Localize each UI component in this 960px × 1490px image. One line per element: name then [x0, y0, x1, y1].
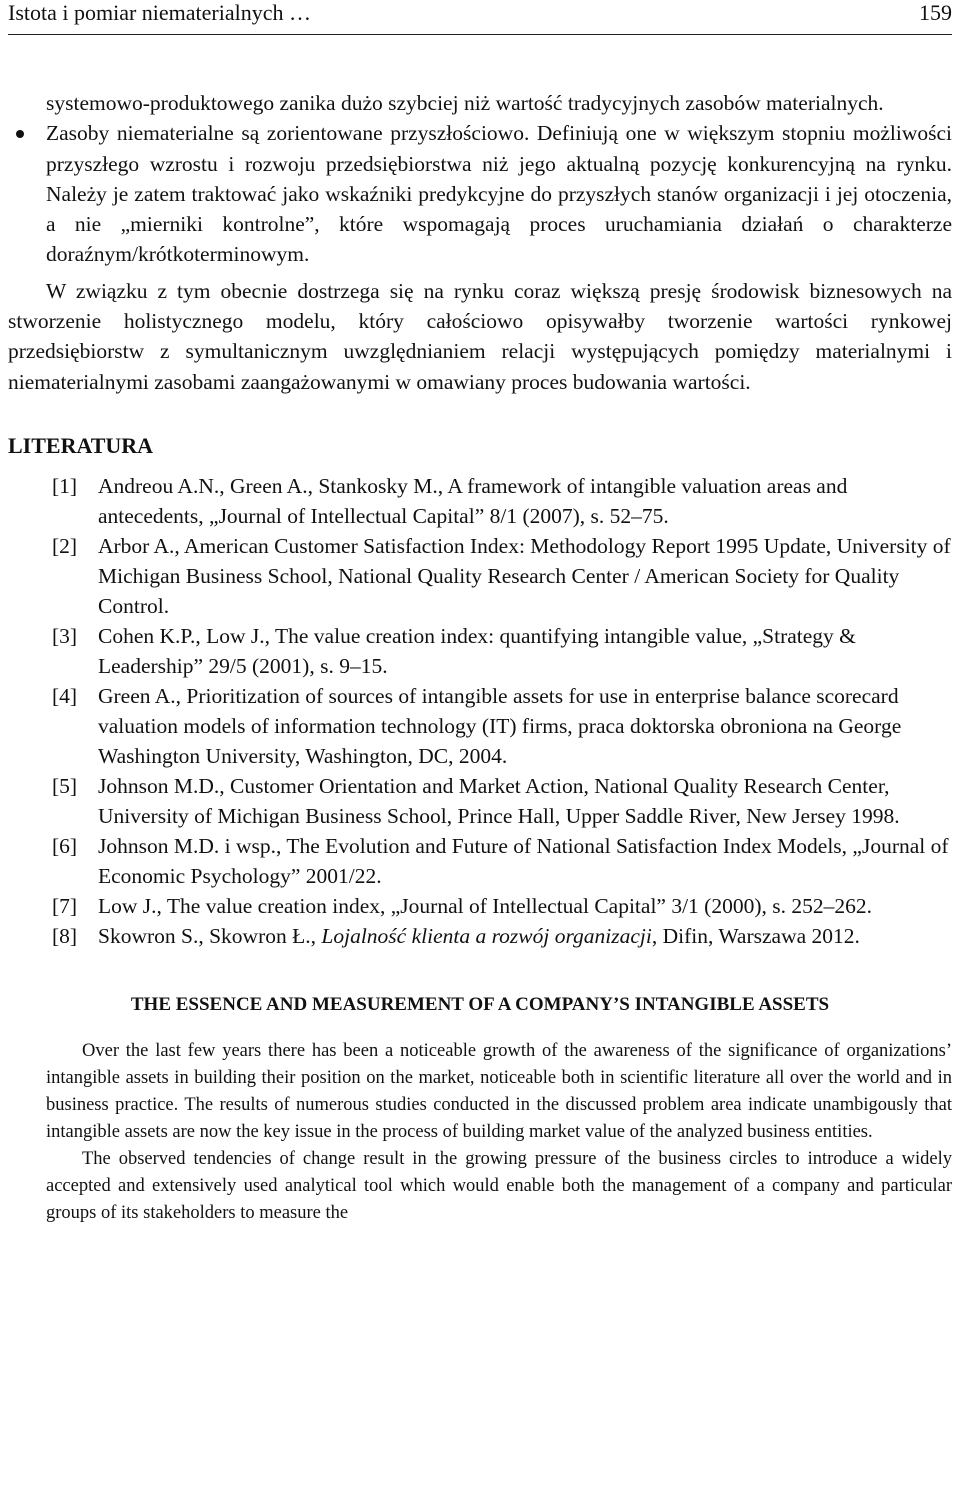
abstract-title: THE ESSENCE AND MEASUREMENT OF A COMPANY’S INTANGIBLE ASSETS — [130, 993, 830, 1015]
reference-number: [2] — [52, 533, 78, 558]
bullet-text: Zasoby niematerialne są zorientowane przyszłościowo. Definiują one w większym stopniu możliwości przyszłego wzrostu i rozwoju przedsiębiorstwa niż jego aktualną pozycję konkurencyjną na rynku. Należy je zatem traktować jako wskaźniki predykcyjne do przyszłych stanów organizacji i jej otoczenia, a nie „mierniki kontrolne”, które wspomagają proces uruchamiania działań o charakterze doraźnym/krótkoterminowym. — [46, 121, 952, 267]
continuation-text: systemowo-produktowego zanika dużo szybciej niż wartość tradycyjnych zasobów materialnych. — [46, 91, 884, 115]
reference-item — [8, 681, 952, 771]
reference-text — [98, 921, 952, 951]
page-number: 159 — [919, 0, 952, 25]
reference-number: [4] — [52, 683, 78, 708]
reference-number: [8] — [52, 923, 78, 948]
bullet-item — [46, 118, 952, 269]
reference-text: Arbor A., American Customer Satisfaction Index: Methodology Report 1995 Update, University of Michigan Business School, National Quality Research Center / American Society for Quality Control. — [98, 533, 951, 618]
running-title: Istota i pomiar niematerialnych … — [8, 0, 312, 25]
reference-item — [8, 921, 952, 951]
reference-item — [8, 891, 952, 921]
reference-text: Low J., The value creation index, „Journal of Intellectual Capital” 3/1 (2000), s. 252–262. — [98, 893, 872, 918]
reference-text: Cohen K.P., Low J., The value creation index: quantifying intangible value, „Strategy & Leadership” 29/5 (2001), s. 9–15. — [98, 623, 856, 678]
reference-number: [6] — [52, 833, 78, 858]
reference-list — [8, 471, 952, 951]
abstract-paragraph-1: Over the last few years there has been a noticeable growth of the awareness of the significance of organizations’ intangible assets in building their position on the market, noticeable both in scientific literature all over the world and in business practice. The results of numerous studies conducted in the discussed problem area indicate unambigously that intangible assets are now the key issue in the process of building market value of the analyzed business entities. — [46, 1040, 952, 1142]
abstract-paragraph-2: The observed tendencies of change result in the growing pressure of the business circles to introduce a widely accepted and extensively used analytical tool which would enable both the management of a company and particular groups of its stakeholders to measure the — [46, 1148, 952, 1223]
reference-item — [8, 831, 952, 891]
reference-number: [7] — [52, 893, 78, 918]
reference-number: [3] — [52, 623, 78, 648]
reference-text: Johnson M.D. i wsp., The Evolution and Future of National Satisfaction Index Models, „Journal of Economic Psychology” 2001/22. — [98, 833, 949, 888]
reference-number: [5] — [52, 773, 78, 798]
reference-text: Andreou A.N., Green A., Stankosky M., A framework of intangible valuation areas and antecedents, „Journal of Intellectual Capital” 8/1 (2007), s. 52–75. — [98, 473, 848, 528]
literature-heading: LITERATURA — [8, 432, 154, 458]
reference-item — [8, 771, 952, 831]
reference-item — [8, 531, 952, 621]
reference-publisher: , Difin, Warszawa 2012. — [651, 923, 860, 948]
reference-text: Johnson M.D., Customer Orientation and Market Action, National Quality Research Center, University of Michigan Business School, Prince Hall, Upper Saddle River, New Jersey 1998. — [98, 773, 900, 828]
reference-title-italic: Lojalność klienta a rozwój organizacji — [321, 923, 652, 948]
reference-number: [1] — [52, 473, 78, 498]
reference-item — [8, 621, 952, 681]
reference-item — [8, 471, 952, 531]
reference-authors: Skowron S., Skowron Ł., — [98, 923, 322, 948]
reference-text: Green A., Prioritization of sources of intangible assets for use in enterprise balance scorecard valuation models of information technology (IT) firms, praca doktorska obroniona na George Washington University, Washington, DC, 2004. — [98, 683, 902, 768]
page-body — [8, 88, 952, 1227]
bullet-icon — [16, 130, 24, 138]
running-header — [8, 0, 952, 35]
summary-paragraph: W związku z tym obecnie dostrzega się na rynku coraz większą presję środowisk biznesowych na stworzenie holistycznego modelu, który całościowo opisywałby tworzenie wartości rynkowej przedsiębiorstw z symultanicznym uwzględnianiem relacji występujących pomiędzy materialnymi i niematerialnymi zasobami zaangażowanymi w omawiany proces budowania wartości. — [8, 278, 952, 394]
